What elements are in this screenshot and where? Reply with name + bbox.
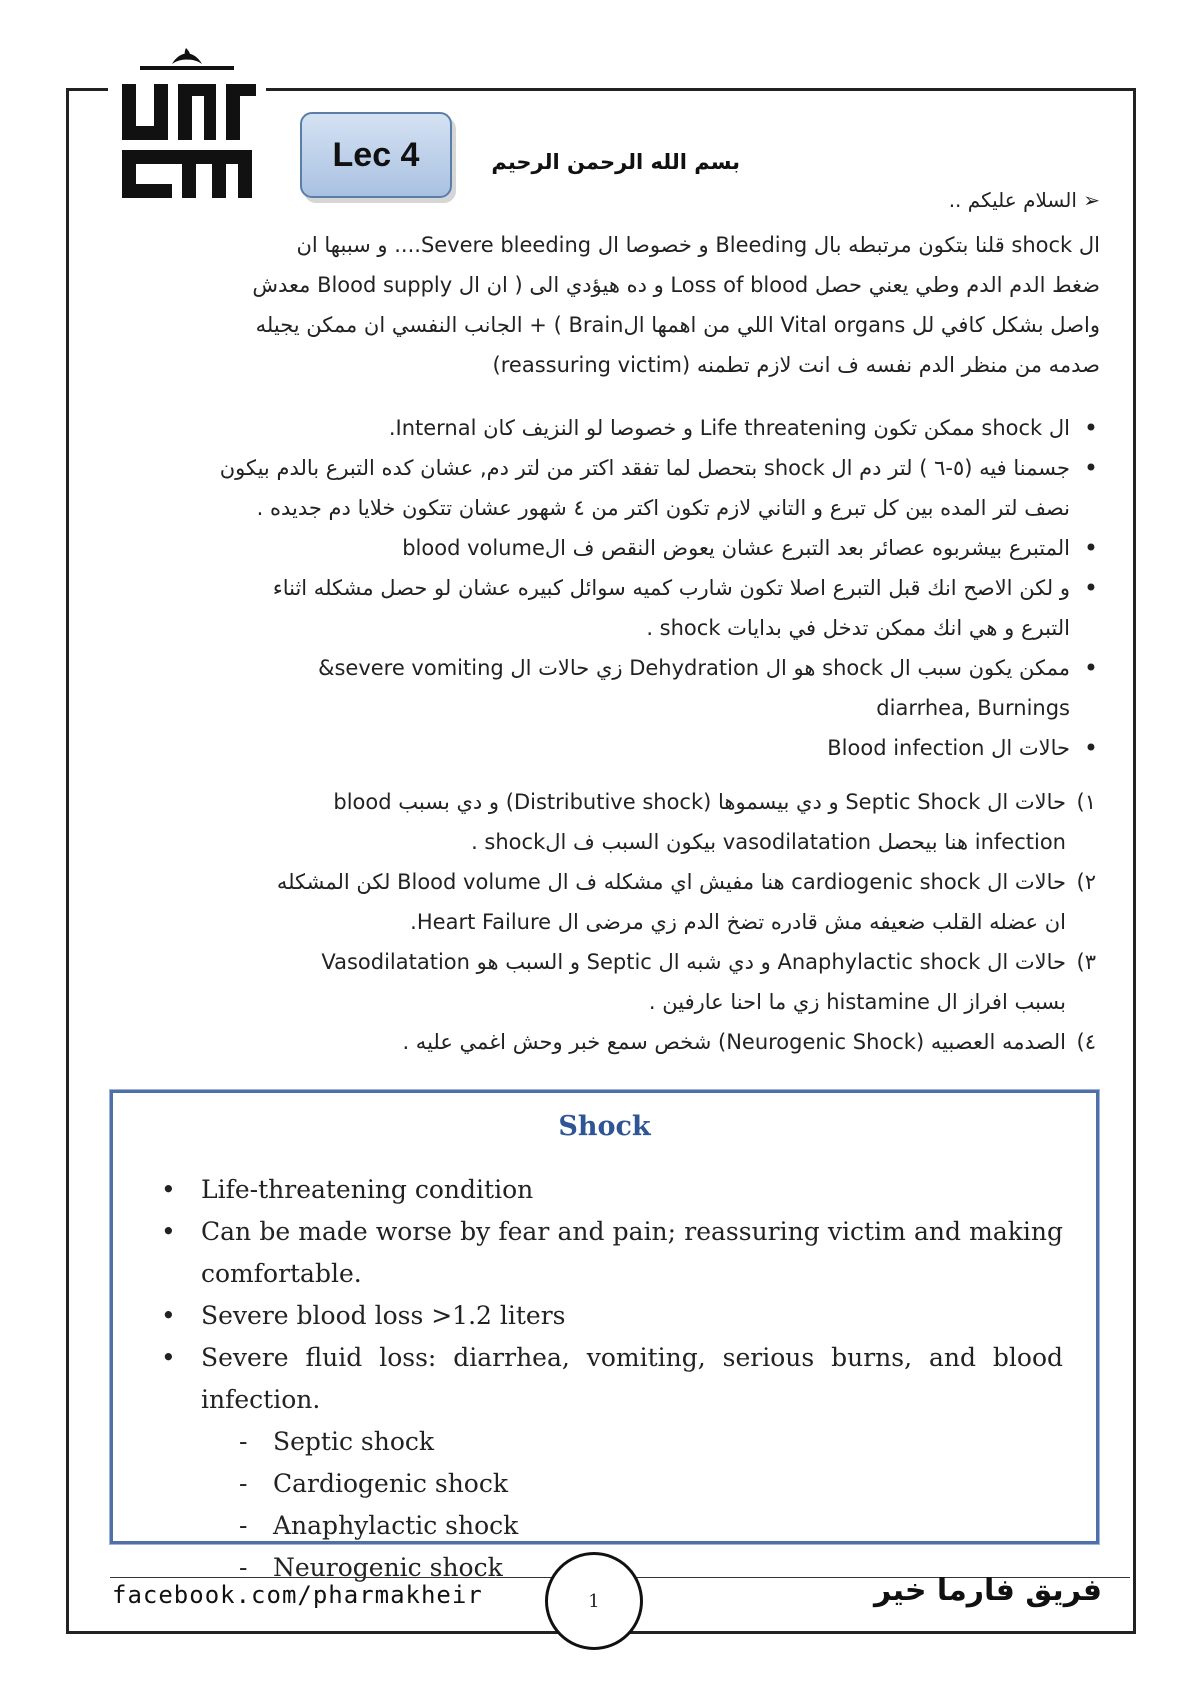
list-item (110, 528, 1100, 568)
bullet-line: • جسمنا فيه (٥-٦ ) لتر دم ال shock بتحصل لما تفقد اكتر من لتر دم, عشان كده التبرع بالدم بيكون (219, 456, 1070, 480)
bullet-line: التبرع و هي انك ممكن تدخل في بدايات shock . (646, 616, 1070, 640)
basmala-heading: بسم الله الرحمن الرحيم (491, 150, 740, 174)
list-item (110, 648, 1100, 728)
item-number: ١) (1076, 790, 1096, 814)
list-item: • Life-threatening condition (153, 1169, 1063, 1211)
intro-line: ال shock قلنا بتكون مرتبطه بال Bleeding و خصوصا ال Severe bleeding.... و سببها ان (296, 233, 1100, 257)
intro-line: ضغط الدم الدم وطي يعني حصل Loss of blood و ده هيؤدي الى ( ان ال Blood supply معدش (252, 273, 1100, 297)
intro-line: صدمه من منظر الدم نفسه ف انت لازم تطمنه (reassuring victim) (492, 353, 1100, 377)
list-item: - Neurogenic shock (201, 1547, 1063, 1589)
list-item (153, 1337, 1063, 1589)
summary-list (153, 1169, 1063, 1589)
numbered-list (110, 782, 1100, 1062)
facebook-link[interactable]: facebook.com/pharmakheir (112, 1581, 483, 1609)
shock-summary-box (110, 1090, 1099, 1582)
bullet-list (110, 408, 1100, 768)
page-number: 1 (545, 1552, 643, 1650)
intro-line: واصل بشكل كافي لل Vital organs اللي من اهمها الBrain ) + الجانب النفسي ان ممكن يجيله (255, 313, 1100, 337)
shock-types-list (201, 1421, 1063, 1589)
item-number: ٣) (1076, 950, 1096, 974)
list-item (110, 568, 1100, 648)
bullet-line: diarrhea, Burnings (876, 696, 1070, 720)
lecture-label: Lec 4 (300, 112, 452, 198)
summary-item-text: Severe fluid loss: diarrhea, vomiting, serious burns, and blood infection. (201, 1343, 1063, 1414)
list-item (110, 448, 1100, 528)
greeting-text: السلام عليكم .. (948, 188, 1077, 212)
list-item (110, 782, 1100, 862)
item-number: ٢) (1076, 870, 1096, 894)
numbered-line: حالات ال Anaphylactic shock و دي شبه ال Septic و السبب هو Vasodilatation (321, 950, 1066, 974)
summary-title: Shock (558, 1111, 651, 1142)
bullet-line: نصف لتر المده بين كل تبرع و التاني لازم تكون اكتر من ٤ شهور عشان تتكون خلايا دم جديده . (256, 496, 1070, 520)
item-number: ٤) (1076, 1030, 1096, 1054)
numbered-line: ان عضله القلب ضعيفه مش قادره تضخ الدم زي مرضى ال Heart Failure. (410, 910, 1066, 934)
list-item (110, 408, 1100, 448)
numbered-line: حالات ال Septic Shock و دي بيسموها (Distributive shock) و دي بسبب blood (333, 790, 1066, 814)
list-item (110, 728, 1100, 768)
list-item: - Cardiogenic shock (201, 1463, 1063, 1505)
pharmakheir-logo (112, 46, 262, 206)
list-item (110, 862, 1100, 942)
list-item: • Severe blood loss >1.2 liters (153, 1295, 1063, 1337)
numbered-line: infection هنا بيحصل vasodilatation بيكون السبب ف الshock . (471, 830, 1066, 854)
greeting-line (760, 188, 1100, 212)
numbered-line: حالات ال cardiogenic shock هنا مفيش اي مشكله ف ال Blood volume لكن المشكله (276, 870, 1066, 894)
team-name: فريق فارما خير (873, 1573, 1102, 1608)
list-item: - Anaphylactic shock (201, 1505, 1063, 1547)
list-item: - Septic shock (201, 1421, 1063, 1463)
numbered-line: بسبب افراز ال histamine زي ما احنا عارفين . (648, 990, 1066, 1014)
bullet-line: • ال shock ممكن تكون Life threatening و خصوصا لو النزيف كان Internal. (388, 416, 1070, 440)
list-item (110, 942, 1100, 1022)
list-item: • Can be made worse by fear and pain; reassuring victim and making comfortable. (153, 1211, 1063, 1295)
bullet-line: • و لكن الاصح انك قبل التبرع اصلا تكون شارب كميه سوائل كبيره عشان لو حصل مشكله اثناء (272, 576, 1070, 600)
bullet-line: • حالات ال Blood infection (827, 736, 1070, 760)
intro-paragraph (110, 225, 1100, 385)
greeting-arrow-icon: ➢ (1083, 188, 1100, 212)
bullet-line: • المتبرع بيشربوه عصائر بعد التبرع عشان يعوض النقص ف الblood volume (402, 536, 1070, 560)
numbered-line: الصدمه العصبيه (Neurogenic Shock) شخص سمع خبر وحش اغمي عليه . (402, 1030, 1066, 1054)
bullet-line: • ممكن يكون سبب ال shock هو ال Dehydration زي حالات ال severe vomiting& (318, 656, 1070, 680)
list-item (110, 1022, 1100, 1062)
